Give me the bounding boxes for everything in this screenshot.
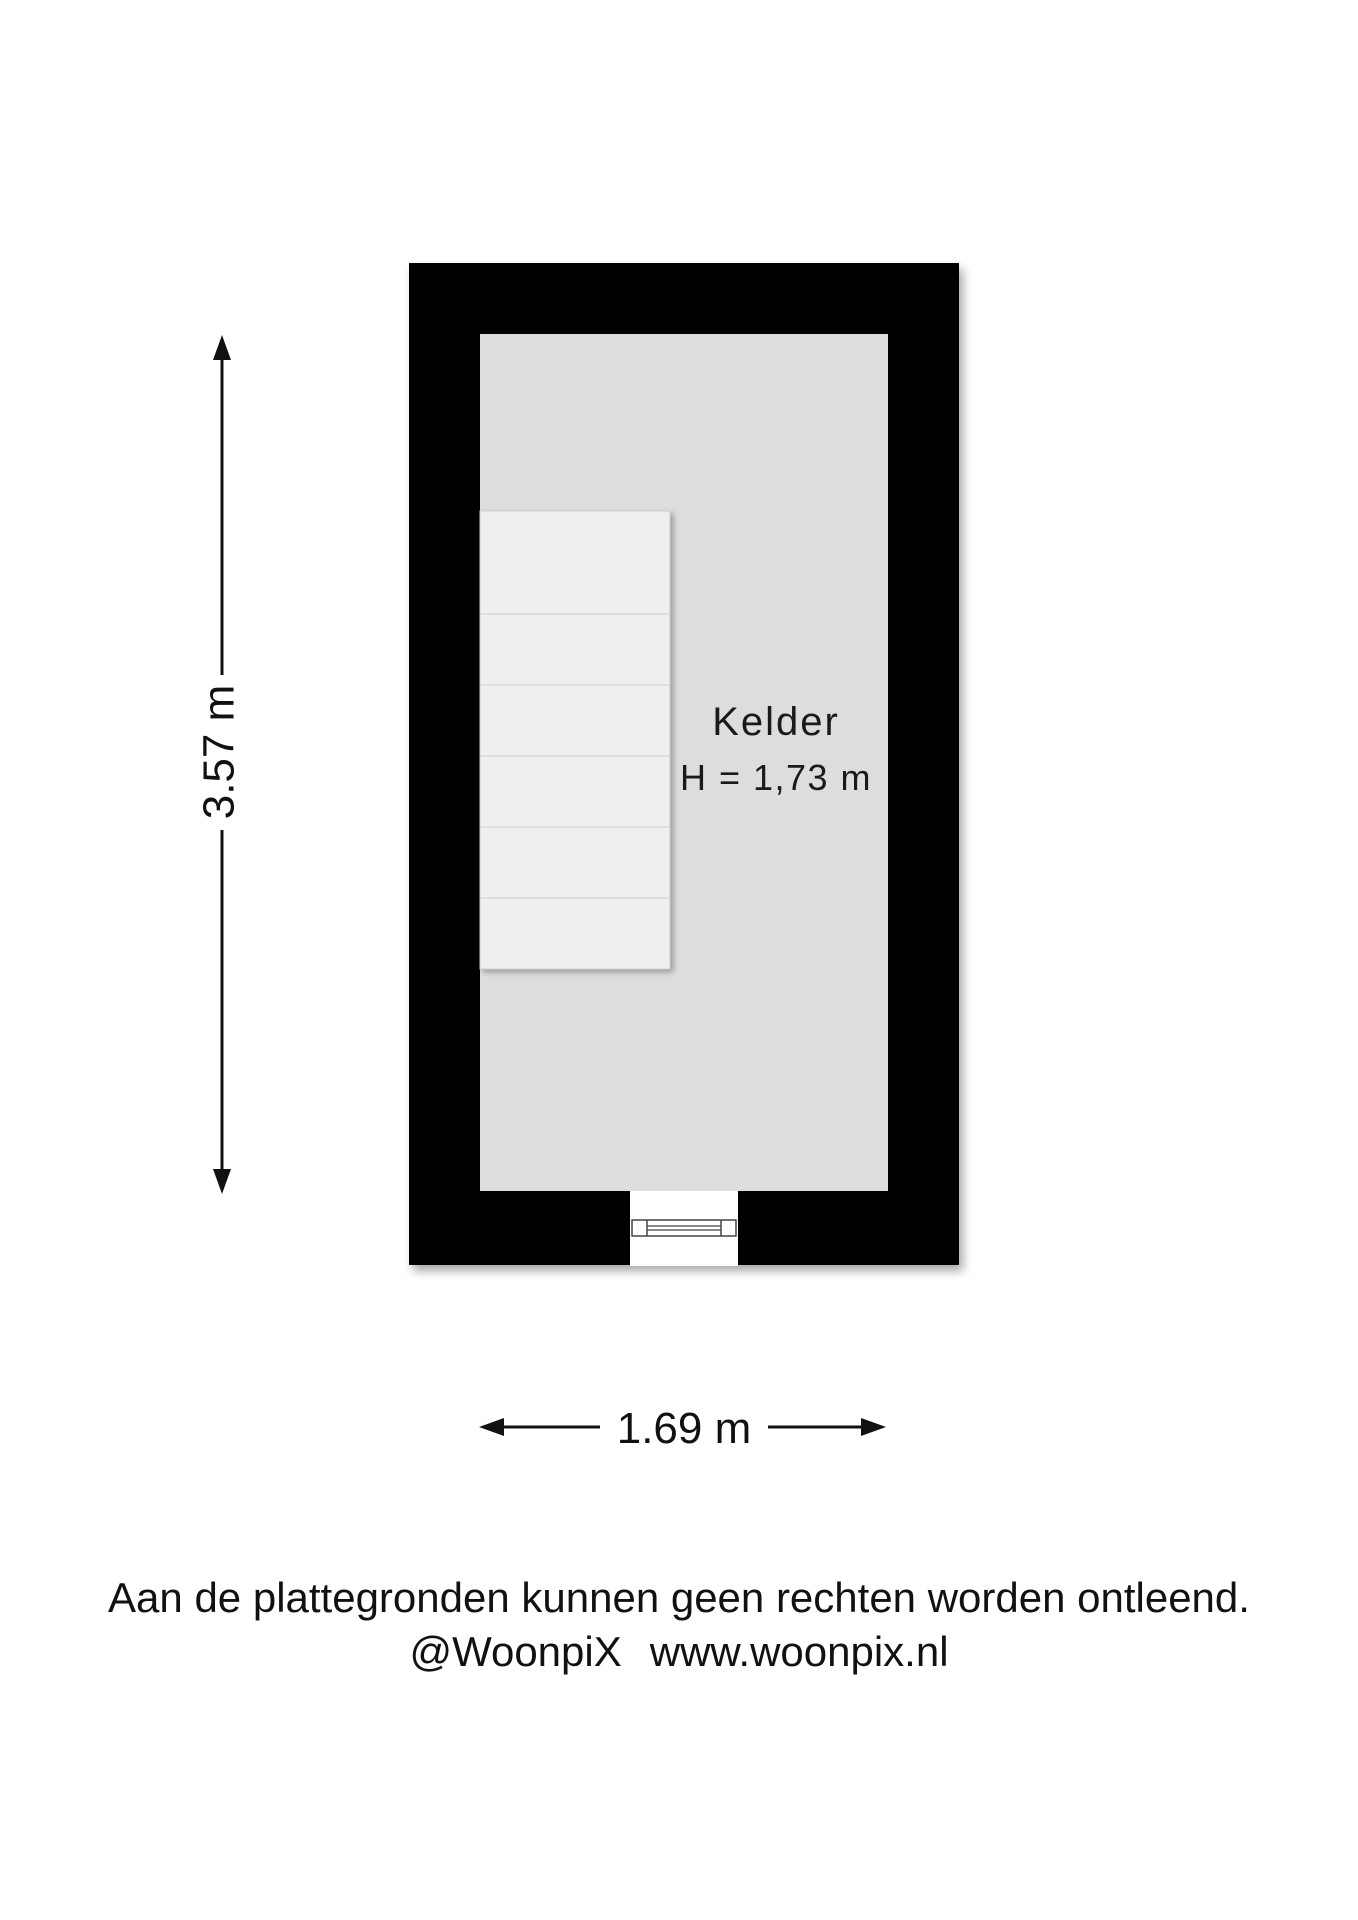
staircase	[480, 511, 670, 969]
room-height: H = 1,73 m	[679, 757, 873, 798]
stair-step	[480, 511, 670, 614]
vertical-dimension	[195, 335, 244, 1194]
stair-step	[480, 898, 670, 969]
arrow-up-icon	[213, 335, 231, 360]
doorway	[630, 1191, 738, 1266]
brand-label: @WoonpiX	[409, 1628, 622, 1675]
arrow-down-icon	[213, 1169, 231, 1194]
disclaimer-text: Aan de plattegronden kunnen geen rechten worden ontleend.	[108, 1574, 1250, 1621]
arrow-right-icon	[861, 1418, 886, 1436]
website-link[interactable]: www.woonpix.nl	[649, 1628, 949, 1675]
room-name: Kelder	[712, 700, 840, 744]
vertical-dimension-label: 3.57 m	[194, 684, 244, 820]
horizontal-dimension-label: 1.69 m	[616, 1404, 752, 1453]
stair-step	[480, 756, 670, 827]
stair-step	[480, 827, 670, 898]
arrow-left-icon	[479, 1418, 504, 1436]
stair-step	[480, 614, 670, 685]
credits-line	[0, 1626, 1358, 1678]
stair-step	[480, 685, 670, 756]
horizontal-dimension	[479, 1404, 886, 1453]
